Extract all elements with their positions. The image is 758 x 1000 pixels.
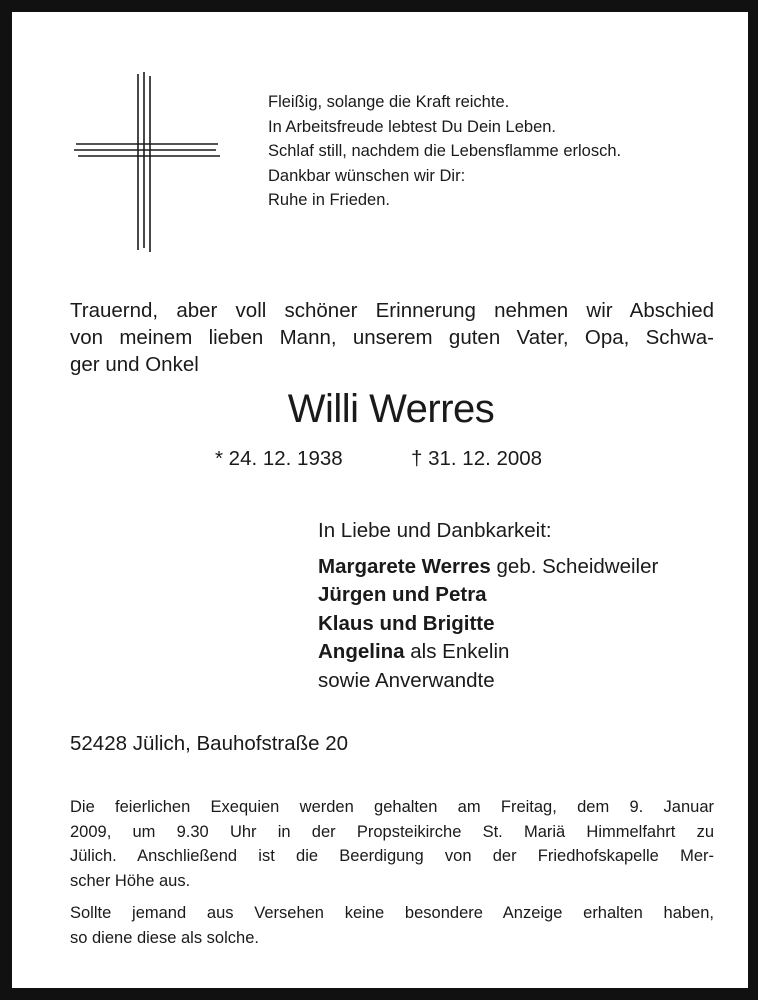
intro-line: von meinem lieben Mann, unserem guten Vater, Opa, Schwa- <box>70 326 714 349</box>
notice-line: Die feierlichen Exequien werden gehalten am Freitag, dem 9. Januar <box>70 798 714 816</box>
mourner-name: Margarete Werres <box>318 554 491 578</box>
mourner-note: sowie Anverwandte <box>318 668 495 692</box>
notice-line: scher Höhe aus. <box>70 871 191 890</box>
mourner-row <box>318 553 658 582</box>
deceased-name: Willi Werres <box>287 387 495 431</box>
mourner-name: Klaus und Brigitte <box>318 611 495 635</box>
notice-line: so diene diese als solche. <box>70 928 259 947</box>
notice-line: 2009, um 9.30 Uhr in der Propsteikirche St. Mariä Himmelfahrt zu <box>70 822 714 841</box>
mourner-row <box>318 638 658 667</box>
intro-line: Trauernd, aber voll schöner Erinnerung nehmen wir Abschied <box>70 299 714 322</box>
poem-line: Schlaf still, nachdem die Lebensflamme erlosch. <box>268 142 622 160</box>
life-dates <box>215 446 543 472</box>
intro-text <box>70 297 714 378</box>
mourner-note: geb. Scheidweiler <box>490 554 659 578</box>
cross-icon <box>74 72 220 252</box>
funeral-notice <box>70 795 714 950</box>
mourners-list <box>318 517 658 695</box>
mourner-note: als Enkelin <box>404 640 510 663</box>
intro-line: ger und Onkel <box>70 353 199 376</box>
birth-date: * 24. 12. 1938 <box>215 447 343 470</box>
mourner-row <box>318 610 658 639</box>
death-date: † 31. 12. 2008 <box>411 447 543 470</box>
mourners-heading: In Liebe und Danbkarkeit: <box>318 519 552 542</box>
mourner-name: Angelina <box>318 640 405 663</box>
mourner-row <box>318 667 658 696</box>
poem-line: In Arbeitsfreude lebtest Du Dein Leben. <box>268 117 557 136</box>
mourner-name: Jürgen und Petra <box>318 583 487 606</box>
poem-line: Ruhe in Frieden. <box>268 191 390 209</box>
memorial-poem <box>268 90 621 213</box>
poem-line: Dankbar wünschen wir Dir: <box>268 166 466 185</box>
mourner-row <box>318 581 658 610</box>
notice-line: Jülich. Anschließend ist die Beerdigung von der Friedhofskapelle Mer- <box>70 847 714 865</box>
poem-line: Fleißig, solange die Kraft reichte. <box>268 93 510 111</box>
notice-line: Sollte jemand aus Versehen keine besondere Anzeige erhalten haben, <box>70 904 714 922</box>
address: 52428 Jülich, Bauhofstraße 20 <box>70 732 349 755</box>
